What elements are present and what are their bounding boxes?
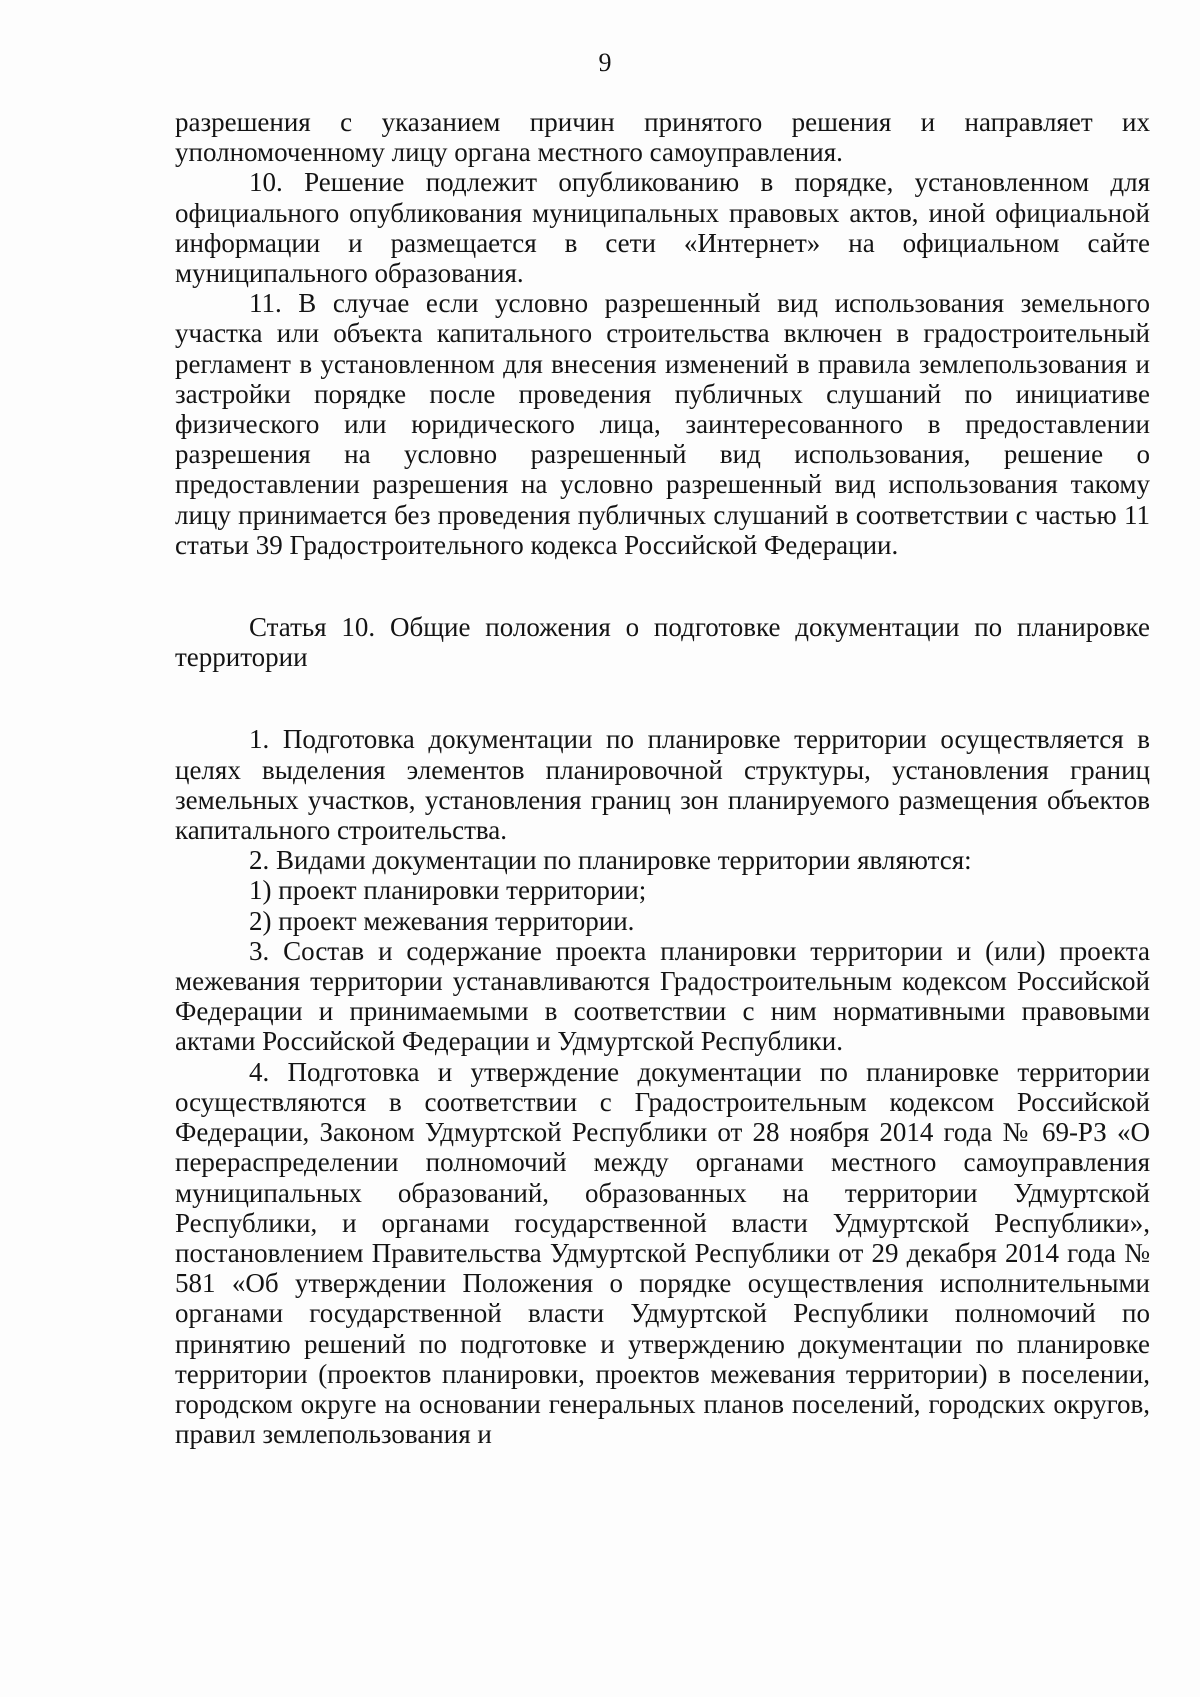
- paragraph-item-3: 3. Состав и содержание проекта планировки территории и (или) проекта межевания территории устанавливаются Градостроительным кодексом Российской Федерации и принимаемыми в соответствии с ним нормативными правовыми актами Российской Федерации и Удмуртской Республики.: [175, 935, 1150, 1057]
- list-item-2: 2) проект межевания территории.: [249, 905, 635, 936]
- paragraph-item-11: 11. В случае если условно разрешенный вид использования земельного участка или объекта капитального строительства включен в градостроительный регламент в установленном для внесения изменений в правила землепользования и застройки порядке после проведения публичных слушаний по инициативе физического или юридического лица, заинтересованного в предоставлении разрешения на условно разрешенный вид использования, решение о предоставлении разрешения на условно разрешенный вид использования такому лицу принимается без проведения публичных слушаний в соответствии с частью 11 статьи 39 Градостроительного кодекса Российской Федерации.: [175, 288, 1150, 560]
- paragraph-item-1: 1. Подготовка документации по планировке территории осуществляется в целях выделения элементов планировочной структуры, установления границ земельных участков, установления границ зон планируемого размещения объектов капитального строительства.: [175, 724, 1150, 846]
- page-number: 9: [598, 48, 612, 77]
- paragraph-item-2: 2. Видами документации по планировке территории являются:: [249, 845, 972, 876]
- paragraph-item-4: 4. Подготовка и утверждение документации по планировке территории осуществляются в соответствии с Градостроительным кодексом Российской Федерации, Законом Удмуртской Республики от 28 ноября 2014 года № 69-РЗ «О перераспределении полномочий между органами местного самоуправления муниципальных образований, образованных на территории Удмуртской Республики, и органами государственной власти Удмуртской Республики», постановлением Правительства Удмуртской Республики от 29 декабря 2014 года № 581 «Об утверждении Положения о порядке осуществления исполнительными органами государственной власти Удмуртской Республики полномочий по принятию решений по подготовке и утверждению документации по планировке территории (проектов планировки, проектов межевания территории) в поселении, городском округе на основании генеральных планов поселений, городских округов, правил землепользования и: [175, 1056, 1150, 1450]
- document-body: [175, 107, 1150, 1449]
- paragraph-item-10: 10. Решение подлежит опубликованию в порядке, установленном для официального опубликования муниципальных правовых актов, иной официальной информации и размещается в сети «Интернет» на официальном сайте муниципального образования.: [175, 167, 1150, 289]
- list-item-1: 1) проект планировки территории;: [249, 875, 647, 906]
- paragraph-continuation: разрешения с указанием причин принятого решения и направляет их уполномоченному лицу органа местного самоуправления.: [175, 107, 1150, 168]
- article-heading: Статья 10. Общие положения о подготовке документации по планировке территории: [175, 612, 1150, 673]
